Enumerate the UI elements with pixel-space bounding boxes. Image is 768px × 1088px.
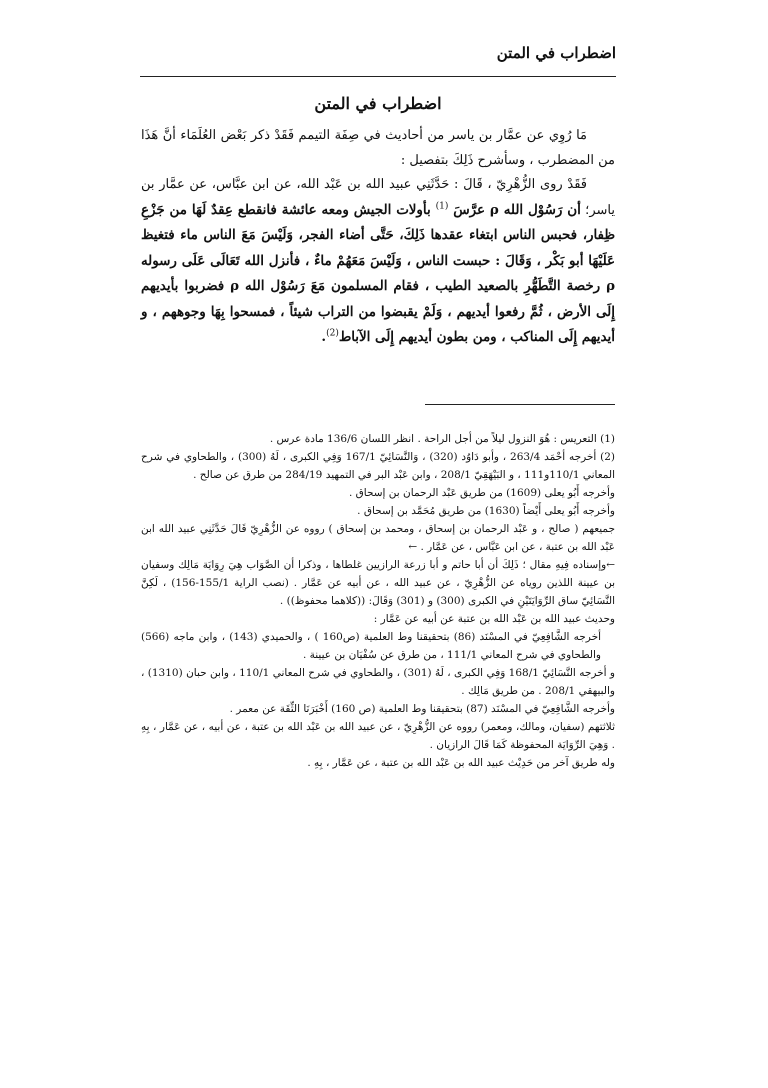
footnote-marker-1[interactable]: (1) xyxy=(435,201,449,212)
hadith-end: . xyxy=(321,329,327,345)
footnote-line: جميعهم ( صالح ، و عَبْد الرحمان بن إسحاق ، ومحمد بن إسحاق ) رووه عن الزُّهْرِيّ قَالَ حَدَّثَنِي عبيد الله ابن عَبْد الله بن عتبة ، عن ابن عَبَّاس ، عن عَمَّار . ← xyxy=(141,523,615,553)
footnote-line: وله طريق آخر من حَدِيْث عبيد الله بن عَبْد الله بن عتبة ، عن عَمَّار ، بِهِ . xyxy=(307,757,615,769)
footnote-line: وحديث عبيد الله بن عَبْد الله بن عتبة عن أبيه عن عَمَّار : xyxy=(373,613,615,625)
footnote-line: وأخرجه الشَّافِعِيّ في المسْنَد (87) بتحقيقنا وط العلمية (ص 160) أَخْبَرَنَا الثِّقَة عن معمر . xyxy=(229,703,615,715)
footnote-line: و أخرجه النَّسَائِيّ 168/1 وَفِي الكبرى ، لَهُ (301) ، والطحاوي في شرح المعاني 110/1 ، وابن حبان (1310) ، والبيهقي 208/1 . من طريق مَالِك . xyxy=(141,667,615,697)
main-text xyxy=(141,124,615,351)
footnotes xyxy=(141,430,615,772)
footnote-line: أخرجه الشَّافِعِيّ في المسْنَد (86) بتحقيقنا وط العلمية (ص160 ) ، والحميدي (143) ، وابن ماجه (566) والطحاوي في شرح المعاني 111/1 ، من طرق عن سُفْيَان بن عيينة . xyxy=(141,631,602,661)
footnote-line: وأخرجه أَبُو يعلى (1609) من طريق عَبْد الرحمان بن إسحاق . xyxy=(348,487,615,499)
header-rule xyxy=(140,76,616,77)
running-header: اضطراب في المتن xyxy=(496,44,616,62)
footnote-line: ثلاثتهم (سفيان، ومالك، ومعمر) رووه عن الزُّهْرِيّ ، عن عبيد الله بن عَبْد الله بن عتبة ، عن أبيه ، عن عَمَّار ، بِهِ . وَهِيَ الرِّوَايَة المحفوظة كَمَا قَالَ الرازيان . xyxy=(141,721,615,751)
hadith-paragraph xyxy=(141,173,615,351)
hadith-chain: فَقَدْ روى الزُّهْرِيّ ، قَالَ : حَدَّثَنِي عبيد الله بن عَبْد الله، عن ابن عبَّاس، عن عمَّار بن ياسر؛ xyxy=(141,177,615,218)
hadith-text-start: أن رَسُوْل الله ρ عرَّسَ xyxy=(448,201,581,218)
footnote-line: ←وإسناده فِيهِ مقال ؛ ذَلِكَ أن أبا حاتم و أبا زرعة الرازيين غلطاها ، وذكرا أن الصَّوَاب هِيَ رِوَايَة مَالِك وسفيان بن عيينة اللذين روياه عن الزُّهْرِيّ ، عن عبيد الله ، عن أبيه عن عَمَّار . (نصب الراية 155/1-156) ، لَكِنَّ النَّسَائِيّ ساق الرِّوَايَتَيْنِ في الكبرى (300) و (301) وَقَالَ: ((كلاهما محفوظ)) . xyxy=(141,559,615,607)
hadith-text: بأولات الجيش ومعه عائشة فانقطع عِقدٌ لَهَا من جَزْعِ ظِفار، فحبس الناس ابتغاء عقدها ذَلِكَ، حَتَّى أضاء الفجر، وَلَيْسَ مَعَ الناس ماء فتغيظ عَلَيْهَا أبو بَكْر ، وَقَالَ : حبست الناس ، وَلَيْسَ مَعَهُمْ ماءٌ ، فأنزل الله تَعَالَى عَلَى رسوله ρ رخصة التَّطَهُّرِ بالصعيد الطيب ، فقام المسلمون مَعَ رَسُوْل الله ρ فضربوا بأيديهم إِلَى الأرض ، ثُمَّ رفعوا أيديهم ، وَلَمْ يقبضوا من التراب شيئاً ، فمسحوا بِهَا وجوههم ، و أيديهم إِلَى المناكب ، ومن بطون أيديهم إِلَى الآباط xyxy=(141,201,615,345)
footnote-line: وأخرجه أَبُو يعلى أَيْضاً (1630) من طريق مُحَمَّد بن إسحاق . xyxy=(357,505,615,517)
footnote-marker-2[interactable]: (2) xyxy=(326,328,339,339)
footnote-1: (1) التعريس : هُوَ النزول ليلاً من أجل الراحة . انظر اللسان 136/6 مادة عرس . xyxy=(269,433,615,445)
footnote-2: (2) أخرجه أحْمَد 263/4 ، وأبو دَاوُد (320) ، وَالنَّسَائِيّ 167/1 وَفِي الكبرى ، لَهُ (300) ، والطحاوي في شرح المعاني 110/1و111 ، و البَيْهَقِيّ 208/1 ، وابن عَبْد البر في التمهيد 284/19 من طرق عن صالح . xyxy=(141,451,616,481)
footnote-rule xyxy=(425,404,615,405)
section-title: اضطراب في المتن xyxy=(314,94,442,113)
intro-paragraph: مَا رُوِي عن عمَّار بن ياسر من أحاديث في صِفَة التيمم فَقَدْ ذكر بَعْض العُلَمَاء أنَّ هَذَا من المضطرب ، وسأشرح ذَلِكَ بتفصيل : xyxy=(141,128,615,168)
